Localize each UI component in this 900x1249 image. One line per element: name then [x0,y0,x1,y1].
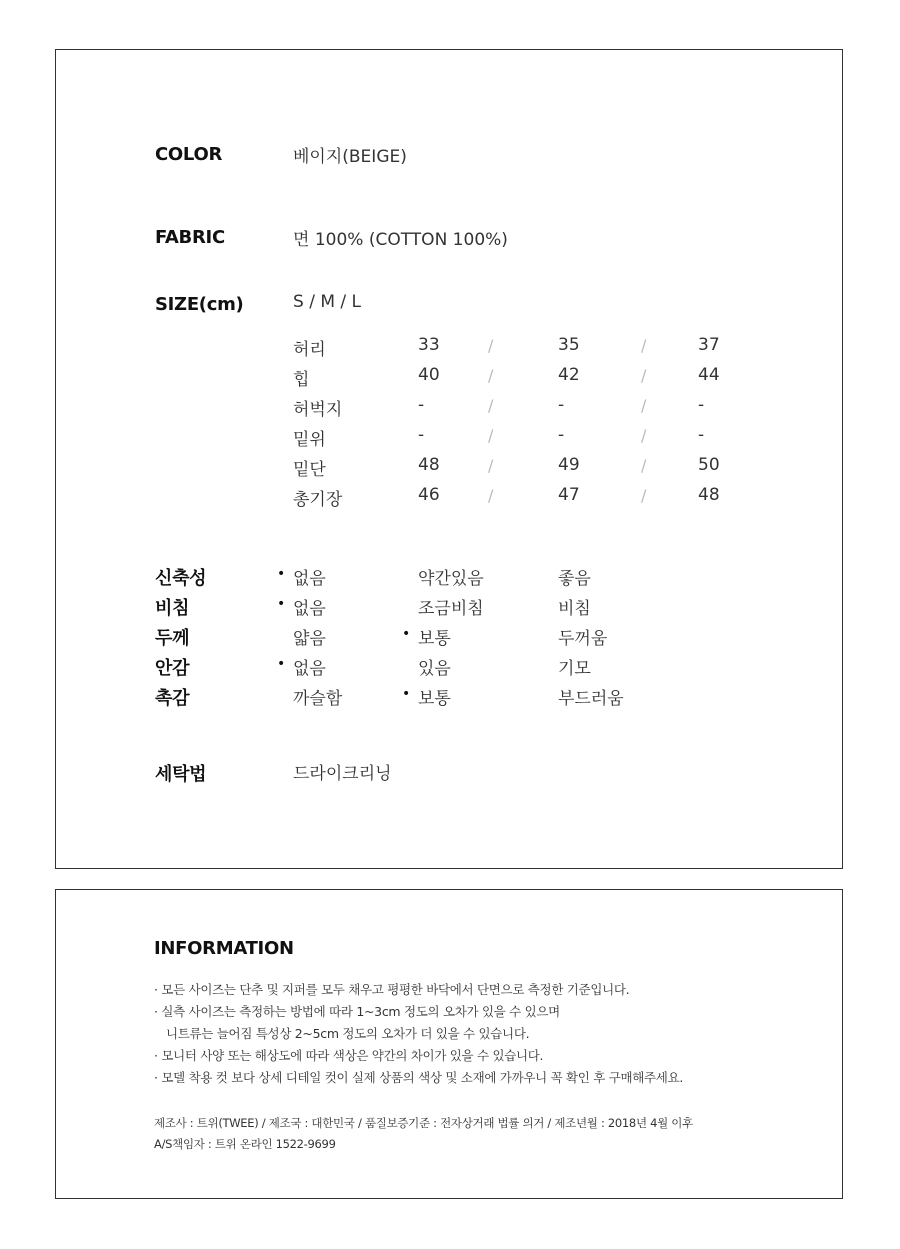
size-label: SIZE(cm) [155,294,244,315]
attribute-option: 약간있음 [418,569,484,589]
size-separator: / [488,396,494,415]
size-value: 42 [558,365,580,385]
size-value: 33 [418,335,440,355]
color-value: 베이지(BEIGE) [293,147,407,167]
note-line: 니트류는 늘어짐 특성상 2~5cm 정도의 오차가 더 있을 수 있습니다. [166,1026,530,1041]
size-value: - [558,395,565,415]
attribute-option: 있음 [418,659,451,679]
attribute-option: 없음 [293,599,326,619]
size-value: - [418,425,425,445]
attribute-option: 까슬함 [293,689,343,709]
information-title: INFORMATION [154,938,294,959]
attribute-option: 기모 [558,659,591,679]
attribute-option: 비침 [558,599,591,619]
size-separator: / [641,336,647,355]
attribute-option: 보통 [418,629,451,649]
size-separator: / [488,486,494,505]
color-label: COLOR [155,144,223,165]
note-line: · 모델 착용 컷 보다 상세 디테일 컷이 실제 상품의 색상 및 소재에 가까우니 꼭 확인 후 구매해주세요. [154,1070,684,1085]
size-separator: / [641,396,647,415]
size-row-label: 허벅지 [293,400,343,420]
size-value: - [418,395,425,415]
manufacturer-info: 제조사 : 트위(TWEE) / 제조국 : 대한민국 / 품질보증기준 : 전자상거래 법률 의거 / 제조년월 : 2018년 4월 이후 [154,1116,693,1130]
size-separator: / [641,486,647,505]
washing-value: 드라이크리닝 [293,764,392,784]
selected-bullet-icon: • [277,566,286,582]
attribute-label: 비침 [155,598,190,619]
size-value: 48 [418,455,440,475]
size-separator: / [641,426,647,445]
size-value: - [698,395,705,415]
size-separator: / [488,336,494,355]
size-separator: / [488,426,494,445]
attribute-option: 조금비침 [418,599,484,619]
fabric-label: FABRIC [155,227,225,248]
information-panel [55,889,843,1199]
size-row-label: 힙 [293,370,310,390]
size-value: 44 [698,365,720,385]
size-value: 37 [698,335,720,355]
size-row-label: 밑위 [293,430,326,450]
fabric-value: 면 100% (COTTON 100%) [293,230,508,250]
note-line: · 실측 사이즈는 측정하는 방법에 따라 1~3cm 정도의 오차가 있을 수 있으며 [154,1004,560,1019]
size-separator: / [488,366,494,385]
attribute-option: 부드러움 [558,689,624,709]
size-separator: / [488,456,494,475]
size-value: 47 [558,485,580,505]
size-separator: / [641,456,647,475]
size-value: - [698,425,705,445]
attribute-option: 없음 [293,659,326,679]
size-value: - [558,425,565,445]
attribute-label: 안감 [155,658,190,679]
size-options: S / M / L [293,292,361,312]
attribute-option: 보통 [418,689,451,709]
size-value: 49 [558,455,580,475]
washing-label: 세탁법 [155,764,207,785]
note-line: · 모니터 사양 또는 해상도에 따라 색상은 약간의 차이가 있을 수 있습니다. [154,1048,544,1063]
size-row-label: 총기장 [293,490,343,510]
size-row-label: 허리 [293,340,326,360]
attribute-label: 신축성 [155,568,207,589]
as-contact-info: A/S책임자 : 트위 온라인 1522-9699 [154,1137,336,1151]
size-value: 35 [558,335,580,355]
size-value: 46 [418,485,440,505]
attribute-option: 얇음 [293,629,326,649]
size-separator: / [641,366,647,385]
note-line: · 모든 사이즈는 단추 및 지퍼를 모두 채우고 평평한 바닥에서 단면으로 측정한 기준입니다. [154,982,630,997]
spec-panel [55,49,843,869]
size-value: 50 [698,455,720,475]
attribute-option: 없음 [293,569,326,589]
attribute-option: 두꺼움 [558,629,608,649]
attribute-label: 촉감 [155,688,190,709]
size-row-label: 밑단 [293,460,326,480]
selected-bullet-icon: • [277,596,286,612]
size-value: 48 [698,485,720,505]
attribute-label: 두께 [155,628,190,649]
selected-bullet-icon: • [402,686,411,702]
size-value: 40 [418,365,440,385]
selected-bullet-icon: • [402,626,411,642]
attribute-option: 좋음 [558,569,591,589]
selected-bullet-icon: • [277,656,286,672]
